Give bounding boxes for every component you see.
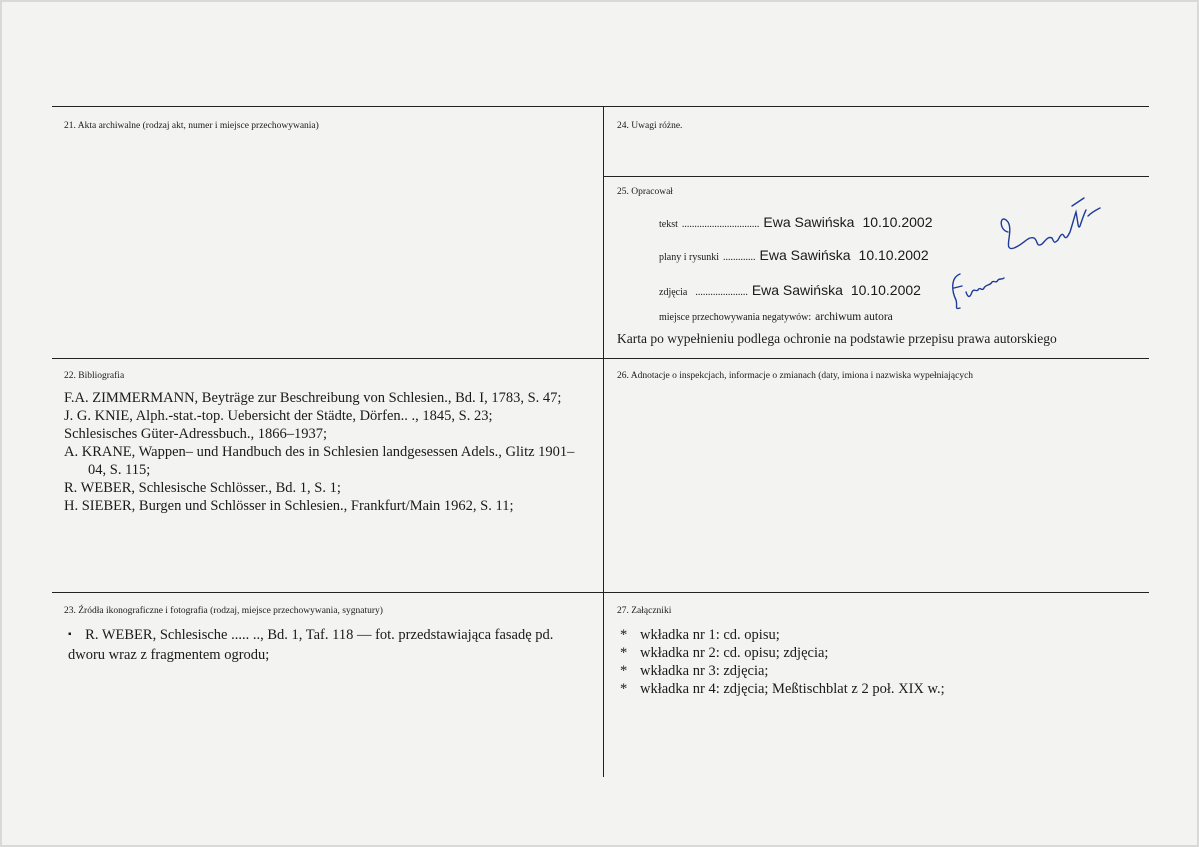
iconographic-source-item: R. WEBER, Schlesische ..... .., Bd. 1, Taf. 118 — fot. przedstawiająca fasadę pd. dworu wraz z fragmentem ogrodu; (68, 627, 554, 663)
negatives-label: miejsce przechowywania negatywów: (659, 312, 812, 323)
negatives-location (659, 307, 893, 325)
author-row-photos (659, 282, 921, 300)
iconographic-sources (68, 626, 588, 664)
section-22-title: 22. Bibliografia (64, 371, 125, 381)
section-26-title: 26. Adnotacje o inspekcjach, informacje o zmianach (daty, imiona i nazwiska wypełniających (617, 371, 974, 381)
bibliography-entry: Schlesisches Güter-Adressbuch., 1866–1937; (64, 426, 328, 442)
bibliography-entry: H. SIEBER, Burgen und Schlösser in Schlesien., Frankfurt/Main 1962, S. 11; (64, 498, 514, 514)
attachment-text: wkładka nr 1: cd. opisu; (640, 627, 780, 643)
copyright-note: Karta po wypełnieniu podlega ochronie na podstawie przepisu prawa autorskiego (617, 331, 1057, 346)
bibliography-entry: J. G. KNIE, Alph.-stat.-top. Uebersicht der Städte, Dörfen.. ., 1845, S. 23; (64, 408, 493, 424)
author-row-label: tekst (659, 219, 678, 230)
asterisk-bullet-icon: * (620, 663, 628, 679)
author-date: 10.10.2002 (862, 214, 933, 230)
author-row-text (659, 214, 933, 232)
signature-ewa-sawinska (994, 192, 1104, 262)
bibliography-entry: F.A. ZIMMERMANN, Beyträge zur Beschreibung von Schlesien., Bd. I, 1783, S. 47; (64, 390, 562, 406)
author-row-plans (659, 247, 929, 265)
author-row-dots: ..................... (695, 287, 748, 298)
bullet-square-icon: ▪ (68, 629, 72, 640)
attachments-list (620, 626, 1140, 698)
section-24-title: 24. Uwagi różne. (617, 121, 683, 131)
bibliography-list (64, 389, 588, 515)
author-row-dots: ............. (723, 252, 756, 263)
bibliography-entry: R. WEBER, Schlesische Schlösser., Bd. 1, S. 1; (64, 480, 341, 496)
attachment-item (620, 662, 1140, 680)
rule-24-25 (603, 176, 1149, 177)
signature-ewa (946, 268, 1016, 318)
author-date: 10.10.2002 (858, 247, 929, 263)
section-21-title: 21. Akta archiwalne (rodzaj akt, numer i miejsce przechowywania) (64, 121, 319, 131)
author-row-dots: ............................... (681, 219, 760, 230)
section-25-title: 25. Opracował (617, 187, 673, 197)
attachment-text: wkładka nr 4: zdjęcia; Meßtischblat z 2 poł. XIX w.; (640, 681, 945, 697)
negatives-value: archiwum autora (815, 311, 893, 323)
bibliography-entry: A. KRANE, Wappen– und Handbuch des in Schlesien landgesessen Adels., Glitz 1901–04, S. 115; (64, 444, 575, 478)
author-name: Ewa Sawińska (759, 247, 851, 263)
top-rule (52, 106, 1149, 107)
author-name: Ewa Sawińska (751, 282, 843, 298)
section-27-title: 27. Załączniki (617, 606, 672, 616)
author-row-label: zdjęcia (659, 287, 688, 298)
attachment-text: wkładka nr 3: zdjęcia; (640, 663, 769, 679)
column-divider (603, 106, 604, 777)
attachment-item (620, 626, 1140, 644)
asterisk-bullet-icon: * (620, 627, 628, 643)
attachment-text: wkładka nr 2: cd. opisu; zdjęcia; (640, 645, 829, 661)
section-23-title: 23. Źródła ikonograficzne i fotografia (rodzaj, miejsce przechowywania, sygnatury) (64, 606, 383, 616)
attachment-item (620, 644, 1140, 662)
author-name: Ewa Sawińska (763, 214, 855, 230)
asterisk-bullet-icon: * (620, 645, 628, 661)
attachment-item (620, 680, 1140, 698)
author-row-label: plany i rysunki (659, 252, 719, 263)
middle-rule-2 (52, 592, 1149, 593)
asterisk-bullet-icon: * (620, 681, 628, 697)
middle-rule-1 (52, 358, 1149, 359)
author-date: 10.10.2002 (850, 282, 921, 298)
